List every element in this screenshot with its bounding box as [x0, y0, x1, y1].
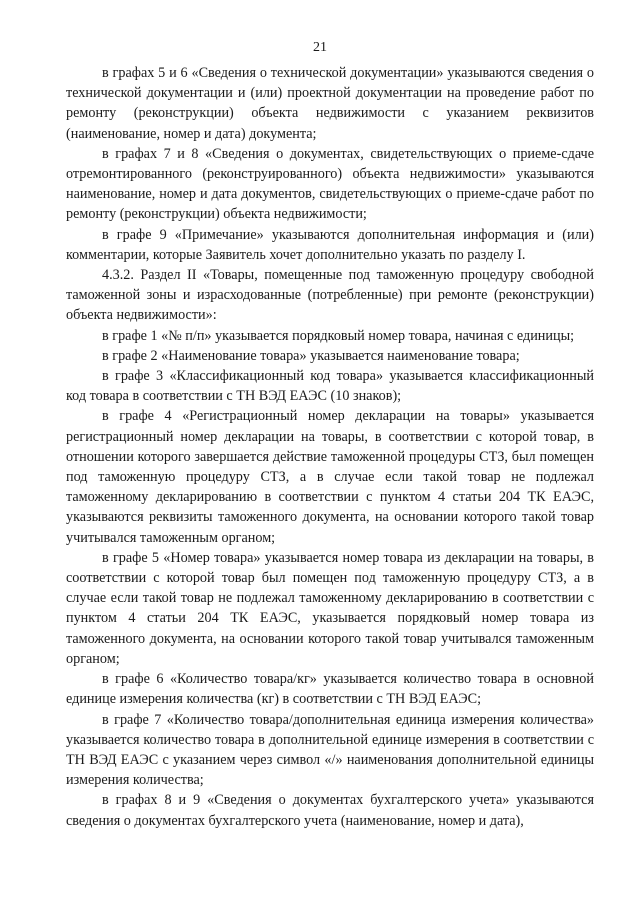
paragraph-graphs-5-6: в графах 5 и 6 «Сведения о технической документации» указываются сведения о технической документации и (или) проектной документации на проведение работ по ремонту (реконструкции) объекта недвижимости с указанием реквизитов (наименование, номер и дата) документа;	[66, 65, 594, 142]
paragraph-graph-9: в графе 9 «Примечание» указываются дополнительная информация и (или) комментарии, которые Заявитель хочет дополнительно указать по разделу I.	[66, 226, 594, 263]
paragraph-graph-1: в графе 1 «№ п/п» указывается порядковый номер товара, начиная с единицы;	[102, 327, 575, 344]
paragraph-graph-5: в графе 5 «Номер товара» указывается номер товара из декларации на товары, в соответствии с которой товар был помещен под таможенную процедуру СТЗ, а в случае если такой товар не подлежал таможенному декларированию в соответствии с пунктом 4 статьи 204 ТК ЕАЭС, указывается порядковый номер товара из таможенного документа, на основании которого такой товар учитывался таможенным органом;	[66, 549, 594, 667]
paragraph-graphs-8-9: в графах 8 и 9 «Сведения о документах бухгалтерского учета» указываются сведения о документах бухгалтерского учета (наименование, номер и дата),	[66, 792, 594, 829]
document-body	[66, 63, 594, 831]
page-number: 21	[313, 40, 327, 55]
paragraph-graph-6: в графе 6 «Количество товара/кг» указывается количество товара в основной единице измерения количества (кг) в соответствии с ТН ВЭД ЕАЭС;	[66, 671, 594, 708]
paragraph-graph-4: в графе 4 «Регистрационный номер декларации на товары» указывается регистрационный номер декларации на товары, в соответствии с которой товар, в отношении которого завершается действие таможенной процедуры СТЗ, был помещен под таможенную процедуру СТЗ, а в случае если такой товар не подлежал таможенному декларированию в соответствии с пунктом 4 статьи 204 ТК ЕАЭС, указываются реквизиты таможенного документа, на основании которого такой товар учитывался таможенным органом;	[66, 408, 594, 546]
paragraph-graphs-7-8: в графах 7 и 8 «Сведения о документах, свидетельствующих о приеме-сдаче отремонтированного (реконструированного) объекта недвижимости» указываются наименование, номер и дата документов, свидетельствующих о приеме-сдаче работ по ремонту (реконструкции) объекта недвижимости;	[66, 145, 594, 223]
paragraph-graph-2: в графе 2 «Наименование товара» указывается наименование товара;	[102, 347, 520, 364]
paragraph-graph-3: в графе 3 «Классификационный код товара» указывается классификационный код товара в соответствии с ТН ВЭД ЕАЭС (10 знаков);	[66, 368, 594, 405]
paragraph-graph-7: в графе 7 «Количество товара/дополнительная единица измерения количества» указывается количество товара в дополнительной единице измерения в соответствии с ТН ВЭД ЕАЭС с указанием через символ «/» наименования дополнительной единицы измерения количества;	[66, 711, 594, 789]
paragraph-section-ii-heading: 4.3.2. Раздел II «Товары, помещенные под таможенную процедуру свободной таможенной зоны и израсходованные (потребленные) при ремонте (реконструкции) объекта недвижимости»:	[66, 267, 594, 324]
